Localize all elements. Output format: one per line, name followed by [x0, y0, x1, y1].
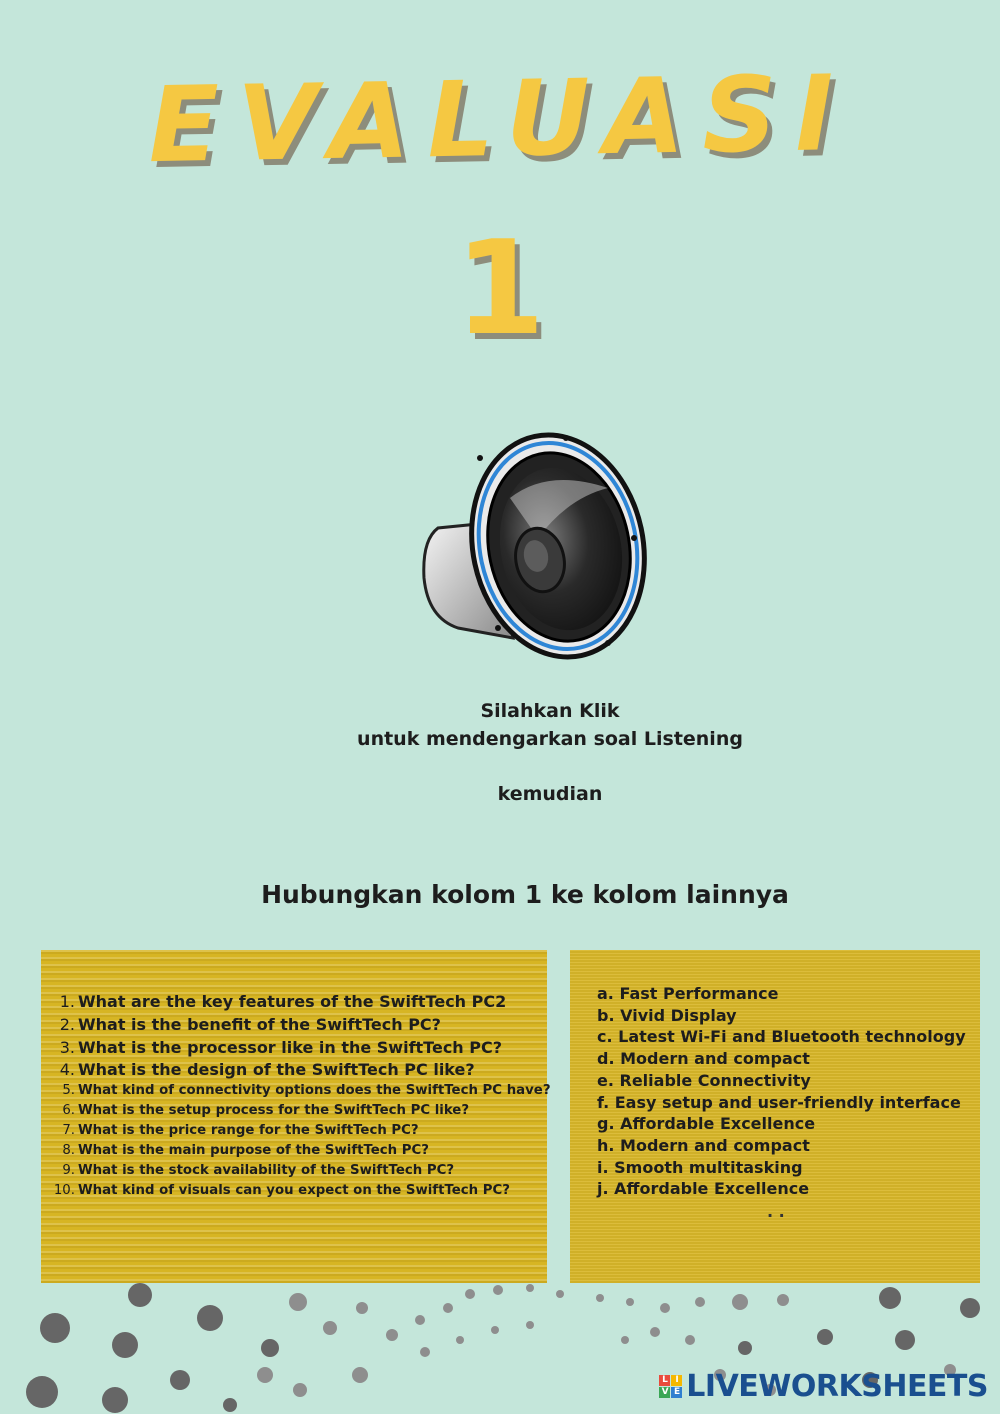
instruction-listen: untuk mendengarkan soal Listening: [357, 728, 743, 750]
question-item[interactable]: 7. What is the price range for the SwiftTech PC?: [62, 1123, 419, 1138]
question-item[interactable]: 6. What is the setup process for the SwiftTech PC like?: [62, 1103, 470, 1118]
question-item[interactable]: 10. What kind of visuals can you expect on the SwiftTech PC?: [53, 1183, 510, 1198]
logo-text: LIVEWORKSHEETS: [686, 1369, 988, 1404]
answer-item[interactable]: h. Modern and compact: [597, 1135, 810, 1155]
answer-item[interactable]: e. Reliable Connectivity: [597, 1070, 811, 1090]
answer-item[interactable]: a. Fast Performance: [597, 984, 779, 1003]
answer-list: [597, 983, 966, 1200]
trailing-dots: . .: [767, 1202, 785, 1221]
answer-item[interactable]: j. Affordable Excellence: [597, 1179, 810, 1199]
question-item[interactable]: 2. What is the benefit of the SwiftTech PC?: [59, 1015, 441, 1034]
answer-item[interactable]: d. Modern and compact: [597, 1049, 810, 1069]
questions-panel: [41, 950, 551, 1283]
speaker-icon[interactable]: [418, 428, 648, 668]
question-item[interactable]: 1. What are the key features of the SwiftTech PC2: [59, 992, 507, 1011]
page-title: EVALUASI: [147, 51, 853, 187]
answer-item[interactable]: i. Smooth multitasking: [597, 1157, 803, 1177]
instruction-click: Silahkan Klik: [480, 700, 620, 722]
answer-item[interactable]: c. Latest Wi-Fi and Bluetooth technology: [597, 1027, 966, 1047]
answer-item[interactable]: f. Easy setup and user-friendly interface: [597, 1092, 961, 1112]
evaluation-number: 1: [454, 212, 546, 364]
instruction-then: kemudian: [497, 783, 603, 805]
question-item[interactable]: 8. What is the main purpose of the SwiftTech PC?: [62, 1143, 429, 1158]
section-heading: Hubungkan kolom 1 ke kolom lainnya: [261, 880, 789, 909]
liveworksheets-logo[interactable]: [659, 1369, 988, 1404]
answer-item[interactable]: b. Vivid Display: [597, 1005, 737, 1025]
answer-item[interactable]: g. Affordable Excellence: [597, 1114, 816, 1134]
question-item[interactable]: 5. What kind of connectivity options does the SwiftTech PC have?: [62, 1083, 551, 1098]
question-item[interactable]: 3. What is the processor like in the SwiftTech PC?: [59, 1038, 503, 1057]
answers-panel: [570, 950, 980, 1283]
question-item[interactable]: 4. What is the design of the SwiftTech PC like?: [59, 1060, 475, 1079]
logo-mark-icon: L I V E: [659, 1375, 682, 1398]
question-list: [49, 990, 551, 1201]
question-item[interactable]: 9. What is the stock availability of the SwiftTech PC?: [62, 1163, 455, 1178]
